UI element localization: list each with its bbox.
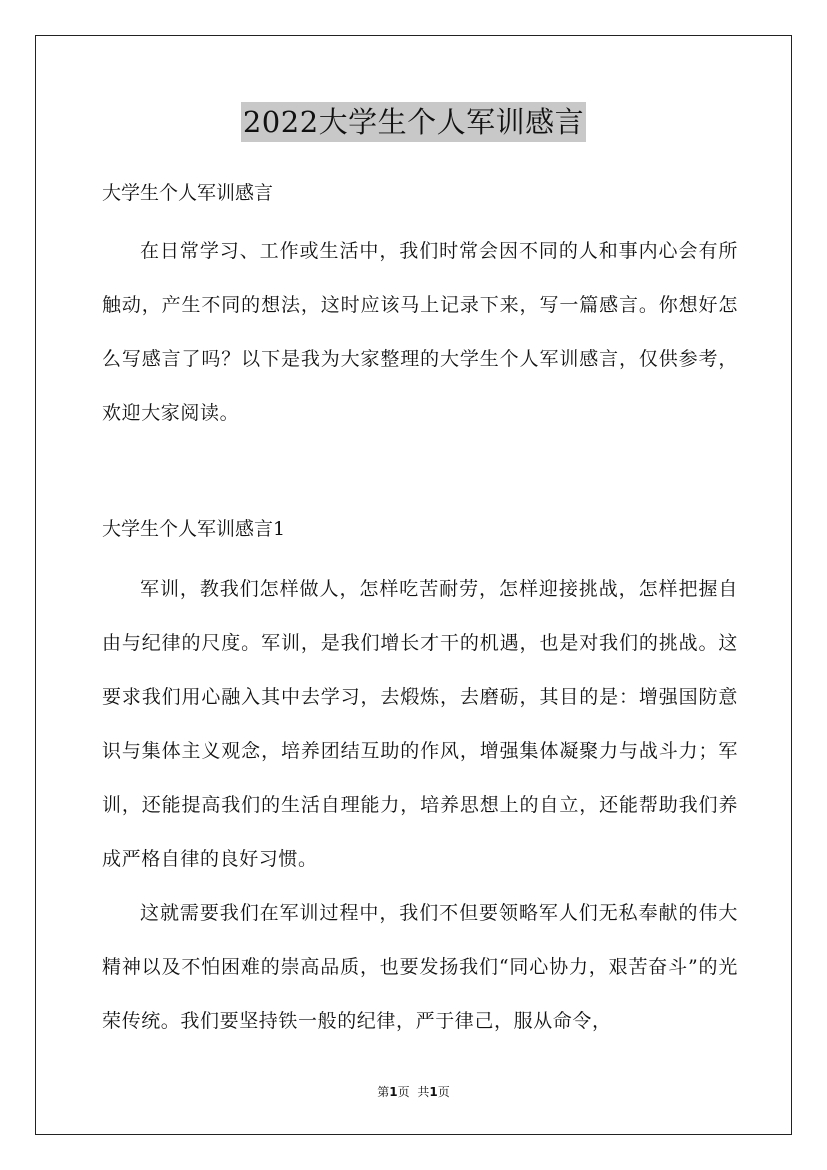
page-prefix: 第 (377, 1085, 390, 1099)
total-prefix: 共 (417, 1085, 430, 1099)
page-number: 1 (389, 1085, 398, 1099)
section-1-paragraph-2: 这就需要我们在军训过程中，我们不但要领略军人们无私奉献的伟大精神以及不怕困难的崇高品质，也要发扬我们“同心协力，艰苦奋斗”的光荣传统。我们要坚持铁一般的纪律，严于律己，服从命令， (102, 902, 738, 1032)
section-gap (102, 440, 738, 506)
page-footer (0, 1083, 827, 1100)
total-pages: 1 (429, 1085, 438, 1099)
section-heading-intro: 大学生个人军训感言 (102, 182, 274, 204)
page-suffix: 页 (397, 1085, 410, 1099)
document-title: 2022大学生个人军训感言 (241, 102, 586, 142)
section-1-paragraph-1: 军训，教我们怎样做人，怎样吃苦耐劳，怎样迎接挑战，怎样把握自由与纪律的尺度。军训，是我们增长才干的机遇，也是对我们的挑战。这要求我们用心融入其中去学习，去煅炼，去磨砺，其目的是：增强国防意识与集体主义观念，培养团结互助的作风，增强集体凝聚力与战斗力；军训，还能提高我们的生活自理能力，培养思想上的自立，还能帮助我们养成严格自律的良好习惯。 (102, 578, 738, 870)
document-body (102, 170, 738, 1048)
intro-paragraph: 在日常学习、工作或生活中，我们时常会因不同的人和事内心会有所触动，产生不同的想法，这时应该马上记录下来，写一篇感言。你想好怎么写感言了吗？以下是我为大家整理的大学生个人军训感言，仅供参考，欢迎大家阅读。 (102, 240, 738, 424)
total-suffix: 页 (437, 1085, 450, 1099)
section-heading-1: 大学生个人军训感言1 (102, 518, 286, 540)
title-container (0, 102, 827, 142)
